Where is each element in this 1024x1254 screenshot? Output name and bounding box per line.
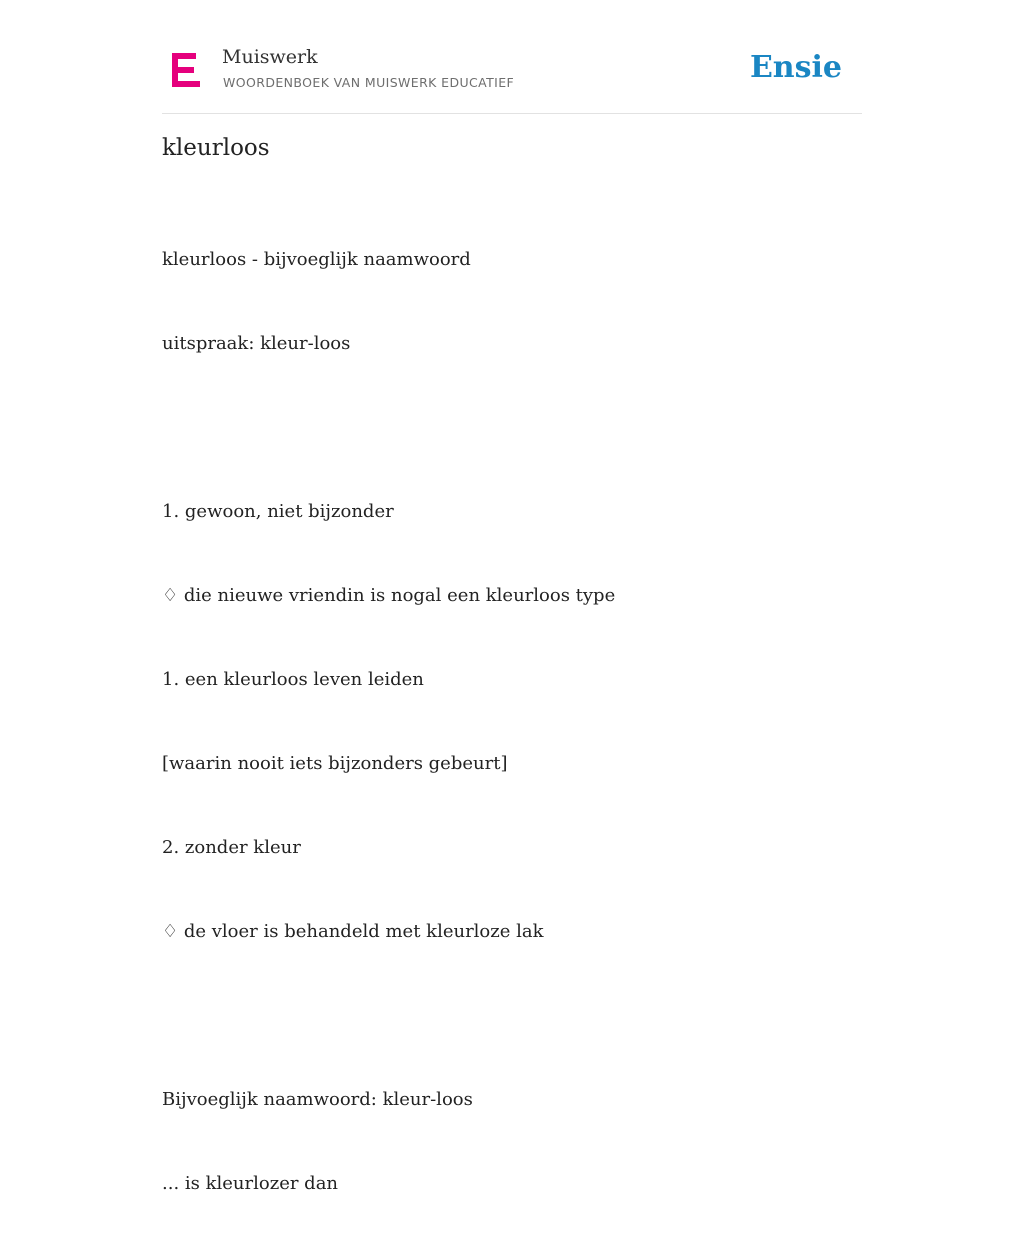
- entry-definition: [162, 190, 615, 1254]
- site-name[interactable]: Muiswerk: [222, 46, 318, 68]
- definition-line: 2. zonder kleur: [162, 837, 301, 858]
- muiswerk-logo-icon[interactable]: [172, 53, 200, 89]
- site-header: [162, 0, 862, 114]
- definition-line: kleurloos - bijvoeglijk naamwoord: [162, 249, 471, 270]
- definition-line: [162, 414, 615, 442]
- page-container: [162, 0, 862, 1194]
- definition-line: Bijvoeglijk naamwoord: kleur-loos: [162, 1089, 473, 1110]
- definition-line: 1. gewoon, niet bijzonder: [162, 501, 394, 522]
- definition-line: ... is kleurlozer dan: [162, 1173, 339, 1194]
- site-subtitle: WOORDENBOEK VAN MUISWERK EDUCATIEF: [223, 75, 515, 90]
- definition-line: ♢ de vloer is behandeld met kleurloze lak: [162, 921, 544, 942]
- definition-line: [waarin nooit iets bijzonders gebeurt]: [162, 753, 508, 774]
- ensie-brand-link[interactable]: Ensie: [749, 50, 842, 85]
- definition-line: uitspraak: kleur-loos: [162, 333, 351, 354]
- entry-title: kleurloos: [162, 135, 270, 161]
- definition-line: [162, 1002, 615, 1030]
- definition-line: ♢ die nieuwe vriendin is nogal een kleurloos type: [162, 585, 616, 606]
- definition-line: 1. een kleurloos leven leiden: [162, 669, 424, 690]
